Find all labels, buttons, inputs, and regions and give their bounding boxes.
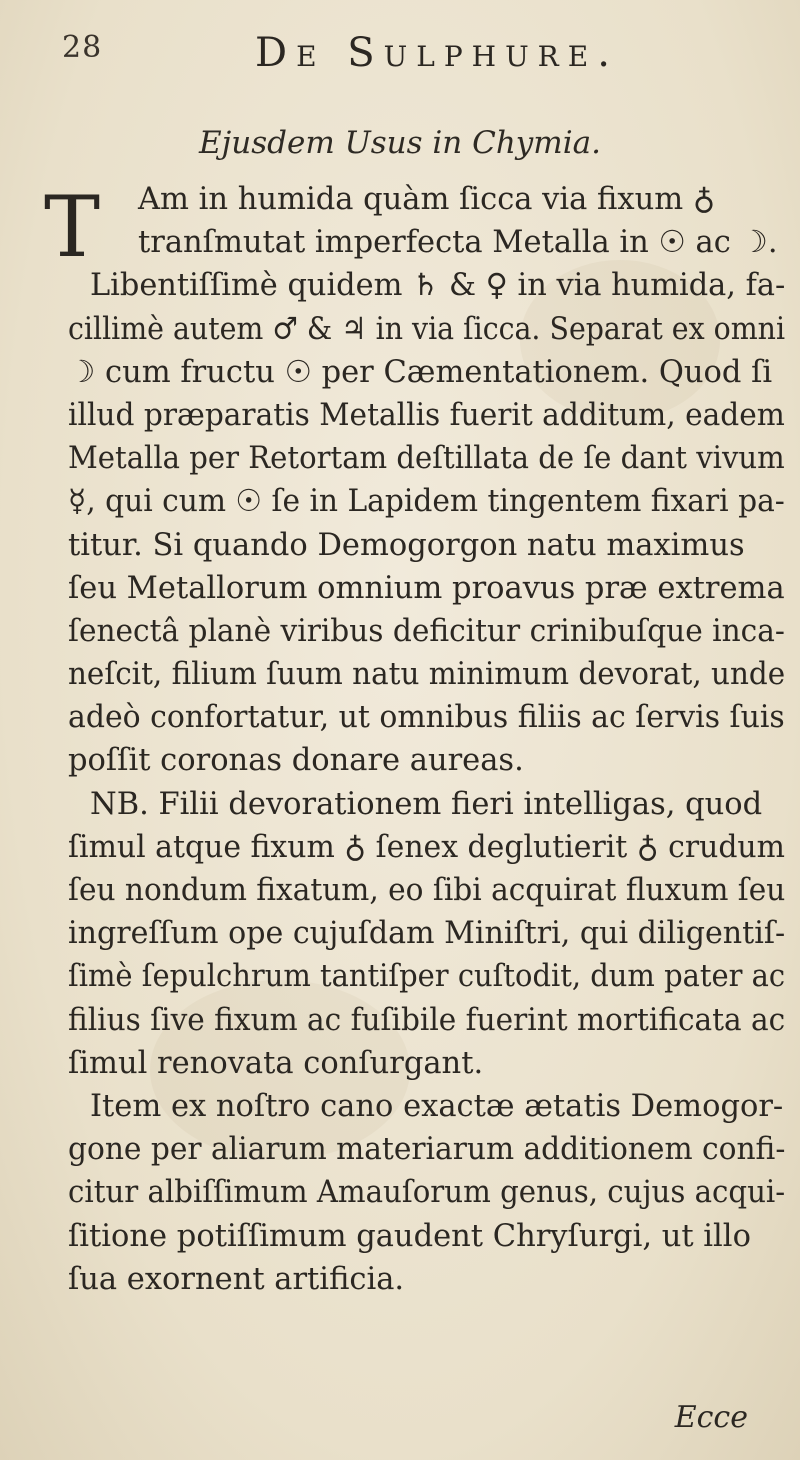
- page-number: 28: [62, 30, 103, 65]
- text-line: NB. Filii devorationem fieri intelligas, quod: [90, 786, 763, 822]
- body-text: [68, 178, 790, 1301]
- text-line: ☽ cum fructu ☉ per Cæmentationem. Quod ſi: [68, 354, 773, 390]
- drop-cap: T: [44, 178, 101, 276]
- text-line: adeò confortatur, ut omnibus filiis ac ſervis ſuis: [68, 700, 785, 736]
- text-line: ſimul atque fixum ♁ ſenex deglutierit ♁ crudum: [68, 829, 785, 865]
- running-head: De Sulphure.: [255, 30, 619, 76]
- text-line: ingreſſum ope cujuſdam Miniſtri, qui diligentiſ-: [68, 916, 786, 952]
- text-line: Metalla per Retortam deſtillata de ſe dant vivum: [68, 441, 785, 477]
- text-line: illud præparatis Metallis fuerit additum, eadem: [68, 397, 785, 433]
- section-title: Ejusdem Usus in Chymia.: [199, 125, 601, 161]
- text-line: neſcit, filium ſuum natu minimum devorat, unde: [68, 657, 786, 693]
- text-line: ſenectâ planè viribus deficitur crinibuſque inca-: [68, 613, 785, 649]
- text-line: Libentiſſimè quidem ♄ & ♀ in via humida, fa-: [90, 268, 786, 304]
- text-line: gone per aliarum materiarum additionem confi-: [68, 1132, 786, 1168]
- text-line: citur albiſſimum Amauſorum genus, cujus acqui-: [68, 1175, 786, 1211]
- text-line: poſſit coronas donare aureas.: [68, 743, 524, 779]
- text-line: ſua exornent artificia.: [68, 1261, 405, 1297]
- text-line: Item ex noſtro cano exactæ ætatis Demogor-: [90, 1088, 784, 1124]
- text-line: tranſmutat imperfecta Metalla in ☉ ac ☽.: [138, 225, 778, 261]
- text-line: ſimè ſepulchrum tantiſper cuſtodit, dum pater ac: [68, 959, 786, 995]
- text-line: cillimè autem ♂ & ♃ in via ſicca. Separat ex omni: [68, 311, 786, 347]
- text-line: titur. Si quando Demogorgon natu maximus: [68, 527, 745, 563]
- text-line: ſimul renovata conſurgant.: [68, 1045, 484, 1081]
- text-line: ſeu nondum fixatum, eo ſibi acquirat fluxum ſeu: [68, 873, 786, 908]
- text-line: ſitione potiſſimum gaudent Chryſurgi, ut illo: [68, 1218, 751, 1254]
- text-line: ſeu Metallorum omnium proavus præ extrema: [68, 570, 785, 606]
- text-line: filius ſive fixum ac fuſibile fuerint mortificata ac: [68, 1002, 786, 1038]
- text-line: ☿, qui cum ☉ ſe in Lapidem tingentem fixari pa-: [68, 484, 785, 520]
- text-line: Am in humida quàm ſicca via fixum ♁: [138, 182, 716, 217]
- catchword: Ecce: [674, 1400, 748, 1435]
